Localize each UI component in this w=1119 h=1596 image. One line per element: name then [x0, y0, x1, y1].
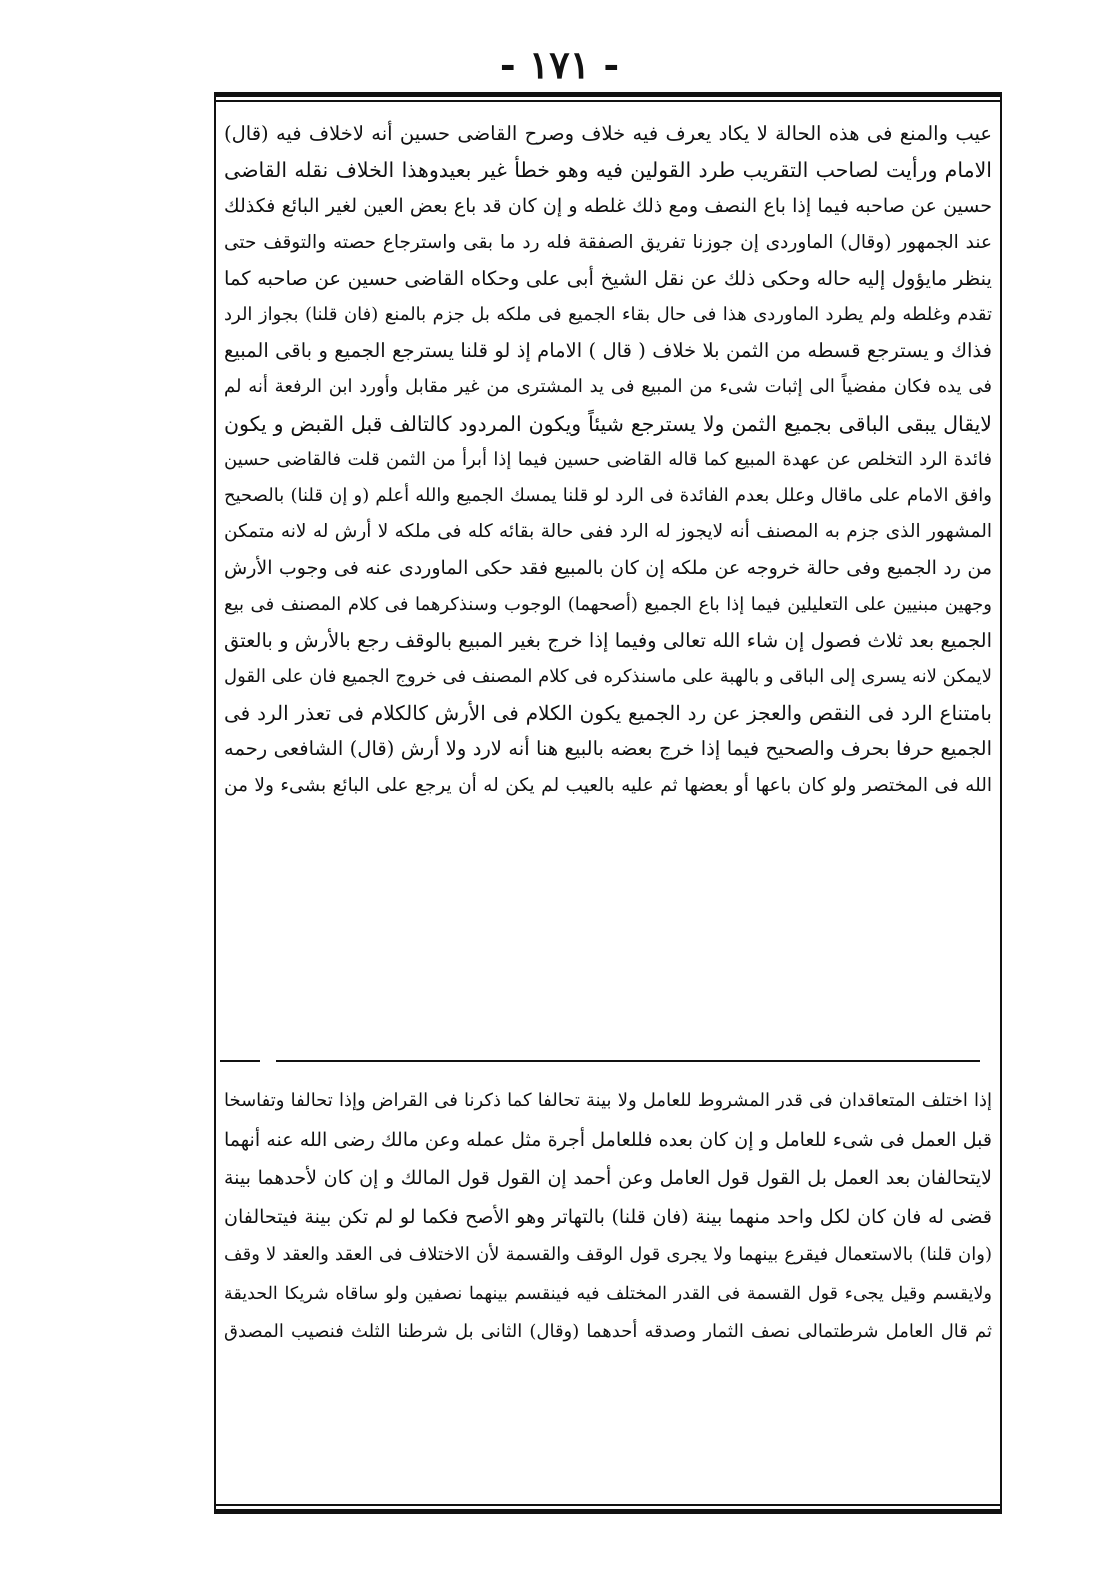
- footnote-line: (وان قلنا) بالاستعمال فيقرع بينهما ولا يجرى قول الوقف والقسمة لأن الاختلاف فى العقد والعقد لا وقف: [224, 1244, 992, 1265]
- main-line: لايقال يبقى الباقى بجميع الثمن ولا يسترجع شيئاً ويكون المردود كالتالف قبل القبض و يكون: [224, 411, 992, 436]
- main-line: وافق الامام على ماقال وعلل بعدم الفائدة فى الرد لو قلنا يمسك الجميع والله أعلم (و إن قلنا) بالصحيح: [224, 485, 992, 507]
- main-line: من رد الجميع وفى حالة خروجه عن ملكه إن كان بالمبيع فقد حكى الماوردى عنه فى وجوب الأرش: [224, 557, 992, 580]
- main-line: عند الجمهور (وقال) الماوردى إن جوزنا تفريق الصفقة فله رد ما بقى واسترجاع حصته والتوقف حتى: [224, 231, 992, 253]
- main-line: الله فى المختصر ولو كان باعها أو بعضها ثم عليه بالعيب لم يكن له أن يرجع على البائع بشىء ولا من: [224, 774, 992, 796]
- main-line: فائدة الرد التخلص عن عهدة المبيع كما قاله القاضى حسين فيما إذا أبرأ من الثمن قلت فالقاضى حسين: [224, 448, 992, 470]
- footnote-text-block: [224, 1082, 992, 1352]
- main-line: فذاك و يسترجع قسطه من الثمن بلا خلاف ( قال ) الامام إذ لو قلنا يسترجع الجميع و باقى المبيع: [224, 339, 992, 363]
- page-frame: [214, 92, 1002, 1514]
- bottom-border-thick: [216, 1509, 1000, 1514]
- top-border-thick: [216, 92, 1000, 97]
- main-line: تقدم وغلطه ولم يطرد الماوردى هذا فى حال بقاء الجميع فى ملكه بل جزم بالمنع (فان قلنا) بجواز الرد: [224, 304, 992, 326]
- main-line: بامتناع الرد فى النقص والعجز عن رد الجميع يكون الكلام فى الأرش كالكلام فى تعذر الرد فى: [224, 701, 992, 726]
- main-line: ينظر مايؤول إليه حاله وحكى ذلك عن نقل الشيخ أبى على وحكاه القاضى حسين عن صاحبه كما: [224, 266, 992, 290]
- footnote-line: قضى له فان كان لكل واحد منهما بينة (فان قلنا) بالتهاتر وهو الأصح فكما لو لم تكن بينة فيتحالفان: [224, 1205, 992, 1228]
- top-border-thin: [216, 100, 1000, 102]
- main-line: وجهين مبنيين على التعليلين فيما إذا باع الجميع (أصحهما) الوجوب وسنذكرهما فى كلام المصنف فى بيع: [224, 593, 992, 615]
- page-number: - ١٧١ -: [499, 42, 620, 87]
- footnote-line: إذا اختلف المتعاقدان فى قدر المشروط للعامل ولا بينة تحالفا كما ذكرنا فى القراض وإذا تحالفا وتفاسخا: [224, 1090, 992, 1111]
- footnote-line: ثم قال العامل شرطتمالى نصف الثمار وصدقه أحدهما (وقال) الثانى بل شرطنا الثلث فنصيب المصدق: [224, 1321, 992, 1342]
- main-line: عيب والمنع فى هذه الحالة لا يكاد يعرف فيه خلاف وصرح القاضى حسين أنه لاخلاف فيه (قال): [224, 122, 992, 145]
- main-line: فى يده فكان مفضياً الى إثبات شىء من المبيع فى يد المشترى من غير مقابل وأورد ابن الرفعة أنه لم: [224, 376, 992, 398]
- main-line: الامام ورأيت لصاحب التقريب طرد القولين فيه وهو خطأ غير بعيدوهذا الخلاف نقله القاضى: [224, 158, 992, 183]
- main-line: الجميع بعد ثلاث فصول إن شاء الله تعالى وفيما إذا خرج بغير المبيع بالوقف رجع بالأرش و بالعتق: [224, 628, 992, 652]
- footnote-line: قبل العمل فى شىء للعامل و إن كان بعده فللعامل أجرة مثل عمله وعن مالك رضى الله عنه أنهما: [224, 1128, 992, 1151]
- bottom-border-thin: [216, 1504, 1000, 1506]
- footnote-separator-short: [220, 1060, 260, 1062]
- main-line: المشهور الذى جزم به المصنف أنه لايجوز له الرد ففى حالة بقائه كله فى ملكه لا أرش له لانه متمكن: [224, 521, 992, 543]
- footnote-line: ولايقسم وقيل يجىء قول القسمة فى القدر المختلف فيه فينقسم بينهما نصفين ولو ساقاه شريكا الحديقة: [224, 1283, 992, 1304]
- main-line: حسين عن صاحبه فيما إذا باع النصف ومع ذلك غلطه و إن كان قد باع بعض العين لغير البائع فكذلك: [224, 195, 992, 218]
- main-line: لايمكن لانه يسرى إلى الباقى و بالهبة على ماسنذكره فى كلام المصنف فى خروج الجميع فان على القول: [224, 666, 992, 688]
- footnote-line: لايتحالفان بعد العمل بل القول قول العامل وعن أحمد إن القول قول المالك و إن كان لأحدهما بينة: [224, 1167, 992, 1189]
- main-line: الجميع حرفا بحرف والصحيح فيما إذا خرج بعضه بالبيع هنا أنه لارد ولا أرش (قال) الشافعى رحمه: [224, 737, 992, 761]
- main-text-block: [224, 116, 992, 804]
- footnote-separator: [276, 1060, 980, 1062]
